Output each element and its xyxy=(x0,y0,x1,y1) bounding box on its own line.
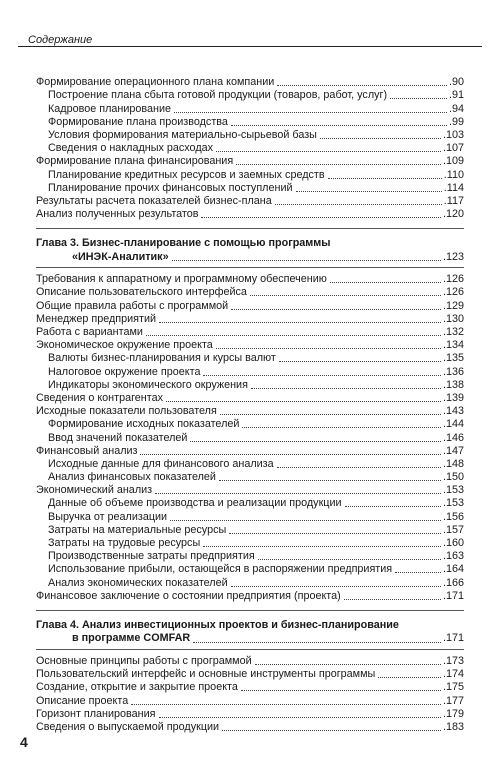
toc-entry[interactable] xyxy=(36,563,464,576)
chapter-3-heading[interactable] xyxy=(36,237,464,264)
toc-entry-page: .179 xyxy=(442,707,464,720)
toc-entry-page: .129 xyxy=(442,299,464,312)
toc-entry[interactable] xyxy=(36,694,464,707)
toc-entry-page: .110 xyxy=(443,168,464,181)
toc-entry-title: Планирование кредитных ресурсов и заемных средств xyxy=(48,168,325,181)
leader-dots xyxy=(255,664,441,665)
toc-entry[interactable] xyxy=(36,326,464,339)
toc-entry-page: .138 xyxy=(442,378,464,391)
toc-entry-title: Анализ экономических показателей xyxy=(48,576,228,589)
toc-entry[interactable] xyxy=(36,510,464,523)
toc-entry[interactable] xyxy=(36,471,464,484)
toc-entry-title: Анализ полученных результатов xyxy=(36,208,199,221)
leader-dots xyxy=(320,138,441,139)
leader-dots xyxy=(155,493,441,494)
toc-entry[interactable] xyxy=(36,405,464,418)
toc-entry-page: .150 xyxy=(442,471,464,484)
toc-entry-page: .148 xyxy=(442,457,464,470)
toc-entry-title: Экономический анализ xyxy=(36,484,153,497)
toc-entry-page: .136 xyxy=(442,365,464,378)
toc-entry-title: Менеджер предприятий xyxy=(36,312,157,325)
toc-entry-title: Исходные показатели пользователя xyxy=(36,405,217,418)
toc-entry[interactable] xyxy=(36,537,464,550)
toc-entry[interactable] xyxy=(36,76,464,89)
toc-entry[interactable] xyxy=(36,102,464,115)
leader-dots xyxy=(216,151,441,152)
toc-entry[interactable] xyxy=(36,273,464,286)
toc-entry[interactable] xyxy=(36,195,464,208)
toc-entry-title: Выручка от реализации xyxy=(48,510,168,523)
toc-entry-title: Ввод значений показателей xyxy=(48,431,188,444)
toc-entry-page: .153 xyxy=(442,484,464,497)
toc-entry-title: Описание проекта xyxy=(36,694,129,707)
leader-dots xyxy=(277,467,441,468)
chapter-3-page: .123 xyxy=(442,250,464,263)
toc-entry-page: .144 xyxy=(442,418,464,431)
toc-entry[interactable] xyxy=(36,681,464,694)
toc-entry-title: Кадровое планирование xyxy=(48,102,171,115)
toc-entry-title: Основные принципы работы с программой xyxy=(36,654,252,667)
chapter-4-heading[interactable] xyxy=(36,619,464,646)
toc-entry-page: .132 xyxy=(442,326,464,338)
toc-entry[interactable] xyxy=(36,576,464,589)
running-head: Содержание xyxy=(28,34,93,46)
leader-dots xyxy=(220,414,441,415)
chapter-4-page: .171 xyxy=(442,632,464,645)
toc-entry-page: .90 xyxy=(448,76,464,89)
chapter-4-title-line2: в программе COMFAR xyxy=(72,632,191,645)
leader-dots xyxy=(172,260,441,261)
toc-entry[interactable] xyxy=(36,365,464,378)
toc-entry-page: .163 xyxy=(442,550,464,563)
toc-entry[interactable] xyxy=(36,418,464,431)
toc-entry-page: .114 xyxy=(443,181,464,194)
toc-entry-page: .183 xyxy=(442,720,464,733)
toc-entry-page: .173 xyxy=(442,654,464,667)
toc-entry-page: .146 xyxy=(442,431,464,444)
leader-dots xyxy=(222,730,441,731)
toc-entry-title: Работа с вариантами xyxy=(36,326,143,338)
toc-entry[interactable] xyxy=(36,655,464,668)
toc-entry[interactable] xyxy=(36,392,464,405)
toc-entry[interactable] xyxy=(36,286,464,299)
toc-entry[interactable] xyxy=(36,484,464,497)
toc-entry-title: Сведения о выпускаемой продукции xyxy=(36,720,220,733)
toc-entry[interactable] xyxy=(36,445,464,458)
leader-dots xyxy=(330,282,441,283)
leader-dots xyxy=(229,533,441,534)
toc-group-2 xyxy=(36,273,464,603)
toc-entry[interactable] xyxy=(36,142,464,155)
toc-entry-title: Общие правила работы с программой xyxy=(36,299,229,312)
leader-dots xyxy=(296,191,442,192)
toc-entry-page: .143 xyxy=(442,405,464,418)
chapter-4-title-line1: Глава 4. Анализ инвестиционных проектов и бизнес-планирование xyxy=(36,618,399,631)
leader-dots xyxy=(236,164,441,165)
leader-dots xyxy=(258,559,441,560)
leader-dots xyxy=(216,348,441,349)
leader-dots xyxy=(242,427,441,428)
toc-entry-page: .134 xyxy=(442,339,464,352)
toc-entry-title: Формирование операционного плана компании xyxy=(36,76,275,89)
toc-entry-title: Валюты бизнес-планирования и курсы валют xyxy=(48,352,276,365)
leader-dots xyxy=(231,125,447,126)
leader-dots xyxy=(275,204,442,205)
leader-dots xyxy=(131,704,441,705)
toc-entry-page: .171 xyxy=(442,589,464,602)
leader-dots xyxy=(146,335,441,336)
leader-dots xyxy=(166,401,441,402)
toc-entry-page: .164 xyxy=(442,563,464,576)
toc-entry[interactable] xyxy=(36,708,464,721)
toc-entry-title: Создание, открытие и закрытие проекта xyxy=(36,681,238,694)
toc-entry-title: Формирование плана финансирования xyxy=(36,155,234,168)
toc-entry-title: Индикаторы экономического окружения xyxy=(48,378,248,391)
leader-dots xyxy=(159,717,441,718)
toc-entry[interactable] xyxy=(36,129,464,142)
leader-dots xyxy=(231,586,441,587)
leader-dots xyxy=(328,178,442,179)
leader-dots xyxy=(190,441,441,442)
toc-entry[interactable] xyxy=(36,524,464,537)
leader-dots xyxy=(378,677,441,678)
toc-entry-title: Планирование прочих финансовых поступлений xyxy=(48,181,293,194)
toc-entry-title: Финансовое заключение о состоянии предприятия (проекта) xyxy=(36,589,341,602)
toc-entry[interactable] xyxy=(36,721,464,734)
toc-entry-page: .157 xyxy=(442,523,464,536)
toc-entry[interactable] xyxy=(36,590,464,603)
toc-entry-title: Затраты на трудовые ресурсы xyxy=(48,537,201,549)
toc-entry-title: Сведения о контрагентах xyxy=(36,391,163,404)
toc-entry-page: .139 xyxy=(442,391,464,404)
toc-entry-page: .120 xyxy=(442,208,464,221)
leader-dots xyxy=(203,546,441,547)
toc-entry[interactable] xyxy=(36,182,464,195)
toc-entry-page: .126 xyxy=(442,273,464,286)
toc-entry[interactable] xyxy=(36,668,464,681)
toc-entry-title: Данные об объеме производства и реализации продукции xyxy=(48,497,342,510)
toc-entry[interactable] xyxy=(36,313,464,326)
toc-entry-title: Анализ финансовых показателей xyxy=(48,471,216,484)
leader-dots xyxy=(140,454,441,455)
toc-entry[interactable] xyxy=(36,89,464,102)
toc-entry[interactable] xyxy=(36,299,464,312)
toc-entry[interactable] xyxy=(36,339,464,352)
toc-entry-page: .175 xyxy=(442,681,464,694)
toc-group-3 xyxy=(36,655,464,734)
chapter-3-title-line2: «ИНЭК-Аналитик» xyxy=(72,250,169,263)
leader-dots xyxy=(279,361,441,362)
toc-entry-title: Исходные данные для финансового анализа xyxy=(48,457,274,470)
toc-entry-title: Сведения о накладных расходах xyxy=(48,142,214,155)
leader-dots xyxy=(203,375,441,376)
leader-dots xyxy=(390,98,447,99)
toc-entry-title: Построение плана сбыта готовой продукции (товаров, работ, услуг) xyxy=(48,89,388,102)
leader-dots xyxy=(277,85,447,86)
toc-entry-title: Пользовательский интерфейс и основные инструменты программы xyxy=(36,668,376,681)
toc-entry-page: .156 xyxy=(442,510,464,523)
leader-dots xyxy=(344,599,441,600)
toc-entry-page: .130 xyxy=(442,312,464,325)
chapter-3-title-line1: Глава 3. Бизнес-планирование с помощью программы xyxy=(36,237,331,250)
toc-entry-page: .147 xyxy=(442,444,464,457)
toc-group-1 xyxy=(36,76,464,221)
toc-entry-title: Затраты на материальные ресурсы xyxy=(48,523,227,536)
table-of-contents xyxy=(36,76,464,734)
toc-entry-title: Финансовый анализ xyxy=(36,444,138,457)
toc-entry[interactable] xyxy=(36,431,464,444)
toc-entry-page: .177 xyxy=(442,694,464,707)
toc-entry-page: .103 xyxy=(442,128,464,141)
toc-entry-page: .109 xyxy=(442,155,464,168)
leader-dots xyxy=(170,520,441,521)
toc-entry-page: .135 xyxy=(442,352,464,365)
leader-dots xyxy=(250,295,441,296)
leader-dots xyxy=(251,388,441,389)
toc-entry[interactable] xyxy=(36,458,464,471)
toc-entry[interactable] xyxy=(36,550,464,563)
toc-entry[interactable] xyxy=(36,497,464,510)
leader-dots xyxy=(201,217,441,218)
leader-dots xyxy=(193,642,441,643)
toc-entry-page: .91 xyxy=(448,89,464,102)
toc-entry[interactable] xyxy=(36,352,464,365)
toc-entry-title: Результаты расчета показателей бизнес-плана xyxy=(36,194,272,207)
leader-dots xyxy=(174,112,447,113)
toc-entry-title: Описание пользовательского интерфейса xyxy=(36,286,247,299)
toc-entry-page: .99 xyxy=(448,115,464,128)
toc-entry-page: .107 xyxy=(442,142,464,155)
toc-entry-title: Формирование плана производства xyxy=(48,115,228,128)
leader-dots xyxy=(395,572,441,573)
toc-entry-title: Налоговое окружение проекта xyxy=(48,365,201,378)
toc-entry[interactable] xyxy=(36,155,464,168)
toc-entry-title: Условия формирования материально-сырьевой базы xyxy=(48,128,317,141)
page-number: 4 xyxy=(20,734,28,750)
toc-entry[interactable] xyxy=(36,116,464,129)
toc-entry-page: .126 xyxy=(442,286,464,299)
toc-entry-title: Экономическое окружение проекта xyxy=(36,339,213,352)
toc-entry-title: Производственные затраты предприятия xyxy=(48,550,255,563)
toc-entry[interactable] xyxy=(36,208,464,221)
leader-dots xyxy=(231,309,441,310)
leader-dots xyxy=(241,690,441,691)
toc-entry-title: Требования к аппаратному и программному обеспечению xyxy=(36,273,327,286)
toc-entry-title: Формирование исходных показателей xyxy=(48,418,240,431)
leader-dots xyxy=(159,322,441,323)
leader-dots xyxy=(219,480,441,481)
toc-entry-page: .174 xyxy=(442,668,464,681)
toc-entry-page: .94 xyxy=(448,102,464,115)
toc-entry-page: .117 xyxy=(443,194,464,207)
leader-dots xyxy=(345,506,441,507)
toc-entry-page: .160 xyxy=(442,537,464,549)
toc-entry-page: .166 xyxy=(442,576,464,589)
toc-entry-title: Горизонт планирования xyxy=(36,707,156,720)
toc-entry-title: Использование прибыли, остающейся в распоряжении предприятия xyxy=(48,563,393,576)
page-header xyxy=(18,6,482,47)
toc-entry[interactable] xyxy=(36,168,464,181)
toc-entry-page: .153 xyxy=(442,497,464,510)
toc-entry[interactable] xyxy=(36,379,464,392)
